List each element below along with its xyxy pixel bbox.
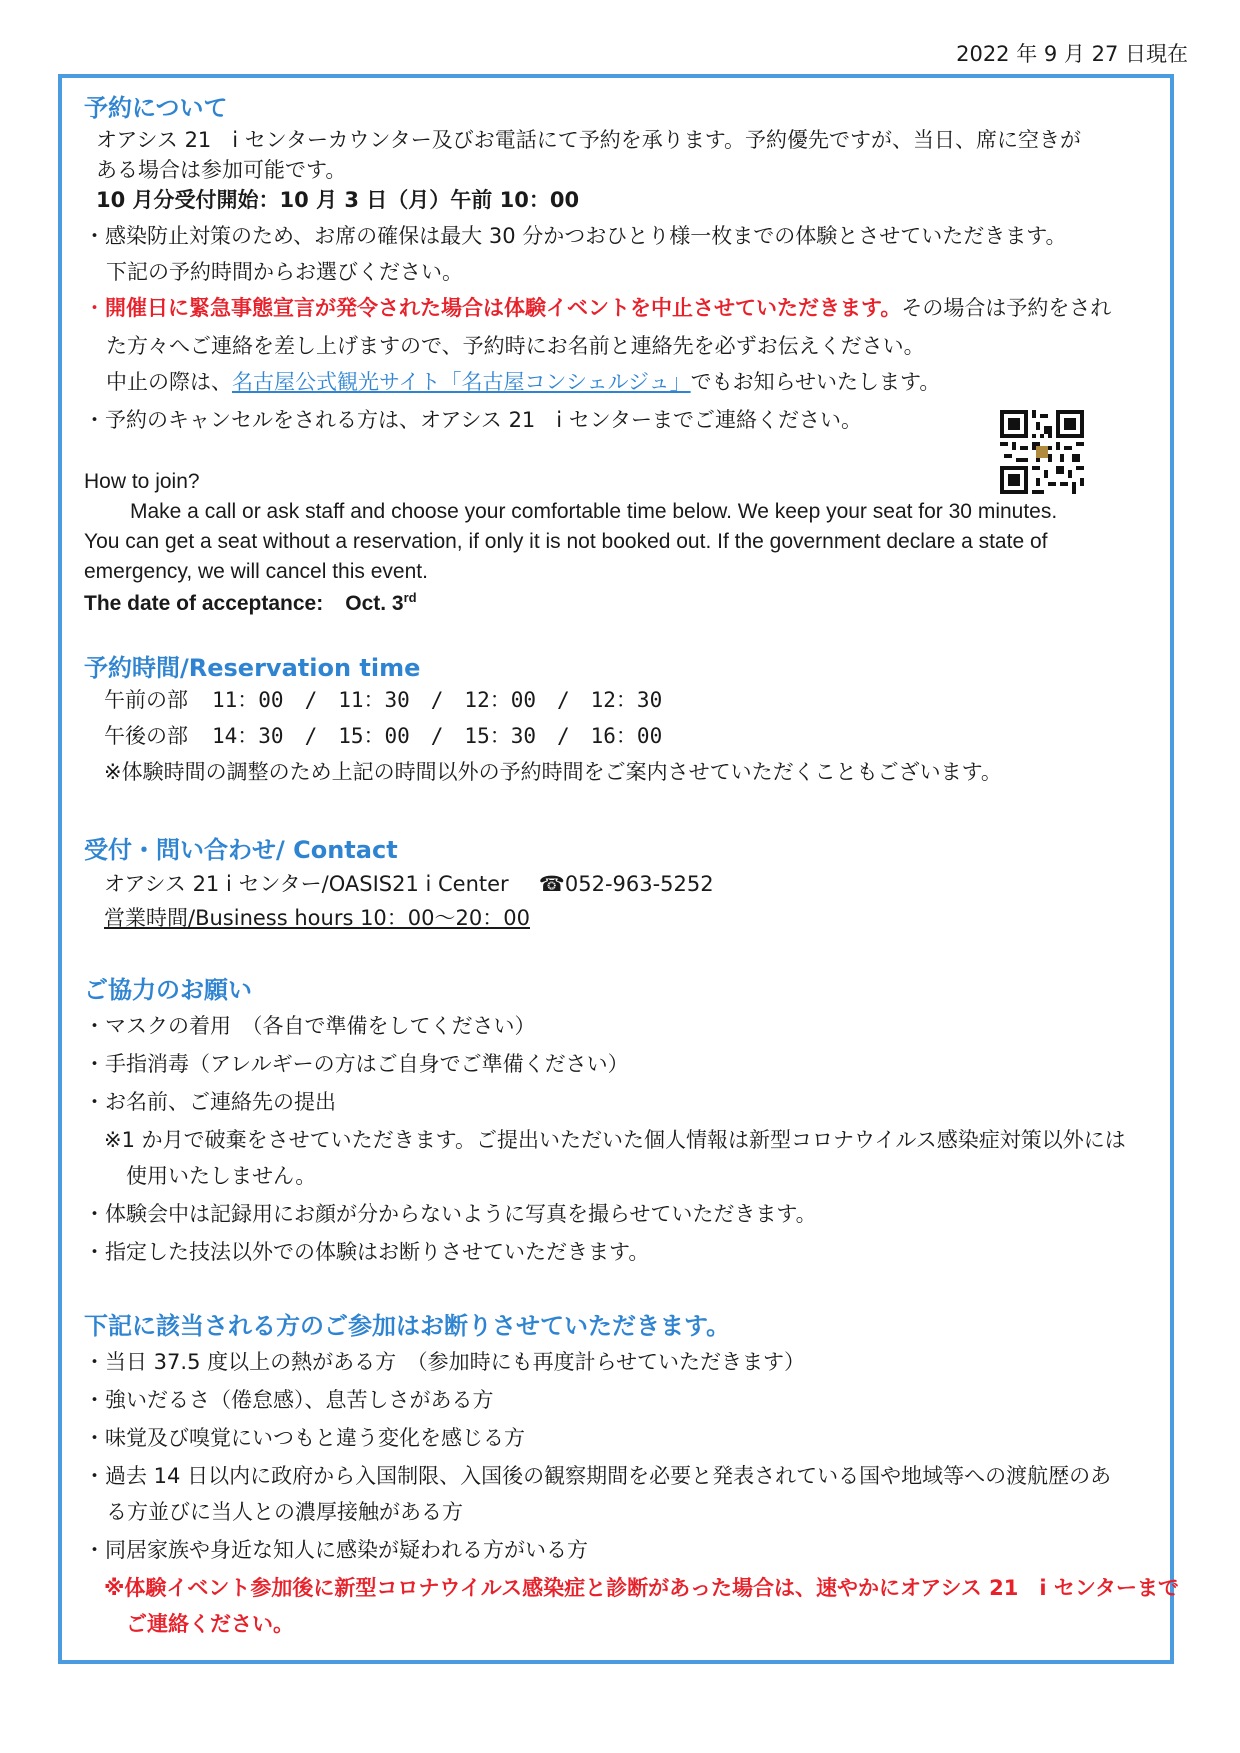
afternoon-label: 午後の部: [104, 724, 188, 748]
phone-number[interactable]: 052-963-5252: [564, 872, 714, 896]
acceptance-value: Oct. 3: [345, 592, 404, 615]
phone-icon: ☎: [538, 872, 565, 896]
diagnosis-warning-2: ご連絡ください。: [126, 1612, 294, 1636]
cooperation-item: ・マスクの着用 （各自で準備をしてください）: [84, 1014, 536, 1038]
emergency-notice: 開催日に緊急事態宣言が発令された場合は体験イベントを中止させていただきます。: [105, 296, 902, 320]
acceptance-label: The date of acceptance:: [84, 592, 324, 615]
english-paragraph-1: Make a call or ask staff and choose your comfortable time below. We keep your seat for 30 minutes.: [130, 500, 1058, 523]
cooperation-note-2: 使用いたしません。: [126, 1164, 317, 1188]
morning-row: [104, 684, 662, 714]
reservation-heading: 予約について: [84, 94, 228, 122]
reservation-intro-2: ある場合は参加可能です。: [96, 158, 347, 182]
document-date: 2022 年 9 月 27 日現在: [956, 42, 1188, 66]
nagoya-concierge-link[interactable]: 名古屋公式観光サイト「名古屋コンシェルジュ」: [232, 370, 691, 394]
english-paragraph-3: emergency, we will cancel this event.: [84, 560, 428, 583]
english-title: How to join?: [84, 470, 200, 493]
link-prefix: 中止の際は、: [106, 370, 232, 394]
link-suffix: でもお知らせいたします。: [690, 370, 941, 394]
cooperation-item: ・お名前、ご連絡先の提出: [84, 1090, 336, 1114]
decline-item: ・当日 37.5 度以上の熱がある方 （参加時にも再度計らせていただきます）: [84, 1350, 805, 1374]
bullet-dot: ・: [84, 296, 105, 320]
decline-item: ・強いだるさ（倦怠感）、息苦しさがある方: [84, 1388, 494, 1412]
business-hours: 営業時間/Business hours 10：00～20：00: [104, 906, 530, 930]
emergency-notice-rest: その場合は予約をされ: [901, 296, 1112, 320]
decline-item-cont: る方並びに当人との濃厚接触がある方: [106, 1500, 463, 1524]
decline-heading: 下記に該当される方のご参加はお断りさせていただきます。: [84, 1312, 731, 1340]
reservation-time-heading: 予約時間/Reservation time: [84, 654, 421, 682]
acceptance-suffix: rd: [403, 590, 417, 605]
decline-item: ・味覚及び嗅覚にいつもと違う変化を感じる方: [84, 1426, 525, 1450]
cooperation-note-1: ※1 か月で破棄をさせていただきます。ご提出いただいた個人情報は新型コロナウイルス感染症対策以外には: [104, 1128, 1126, 1152]
diagnosis-warning-1: ※体験イベント参加後に新型コロナウイルス感染症と診断があった場合は、速やかにオアシス 21 i センターまで: [104, 1576, 1180, 1600]
afternoon-times: 14：30 / 15：00 / 15：30 / 16：00: [212, 724, 663, 748]
morning-label: 午前の部: [104, 688, 188, 712]
reservation-bullet-2-link-line: [106, 366, 940, 396]
decline-item: ・同居家族や身近な知人に感染が疑われる方がいる方: [84, 1538, 588, 1562]
cooperation-item: ・手指消毒（アレルギーの方はご自身でご準備ください）: [84, 1052, 629, 1076]
reservation-intro-1: オアシス 21 i センターカウンター及びお電話にて予約を承ります。予約優先ですが、当日、席に空きが: [96, 128, 1082, 152]
contact-heading: 受付・問い合わせ/ Contact: [84, 836, 398, 864]
reservation-bullet-1: ・感染防止対策のため、お席の確保は最大 30 分かつおひとり様一枚までの体験とさせていただきます。: [84, 224, 1067, 248]
morning-times: 11：00 / 11：30 / 12：00 / 12：30: [212, 688, 663, 712]
reservation-time-note: ※体験時間の調整のため上記の時間以外の予約時間をご案内させていただくこともございます。: [104, 760, 1002, 784]
decline-item: ・過去 14 日以内に政府から入国制限、入国後の観察期間を必要と発表されている国や地域等への渡航歴のあ: [84, 1464, 1112, 1488]
english-paragraph-2: You can get a seat without a reservation, if only it is not booked out. If the government declare a state of: [84, 530, 1048, 553]
contact-line: [104, 868, 714, 898]
reservation-bullet-1-cont: 下記の予約時間からお選びください。: [106, 260, 463, 284]
acceptance-date-line: [84, 590, 417, 616]
reservation-bullet-3: ・予約のキャンセルをされる方は、オアシス 21 i センターまでご連絡ください。: [84, 408, 862, 432]
reservation-bullet-2-cont: た方々へご連絡を差し上げますので、予約時にお名前と連絡先を必ずお伝えください。: [106, 334, 925, 358]
cooperation-heading: ご協力のお願い: [84, 976, 252, 1004]
qr-code-image[interactable]: [1000, 410, 1084, 494]
cooperation-item: ・指定した技法以外での体験はお断りさせていただきます。: [84, 1240, 650, 1264]
center-name: オアシス 21 i センター/OASIS21 i Center: [104, 872, 509, 896]
cooperation-item: ・体験会中は記録用にお顔が分からないように写真を撮らせていただきます。: [84, 1202, 817, 1226]
afternoon-row: [104, 720, 662, 750]
reservation-bullet-2: [84, 292, 1111, 322]
reservation-start: 10 月分受付開始：10 月 3 日（月）午前 10：00: [96, 188, 580, 212]
